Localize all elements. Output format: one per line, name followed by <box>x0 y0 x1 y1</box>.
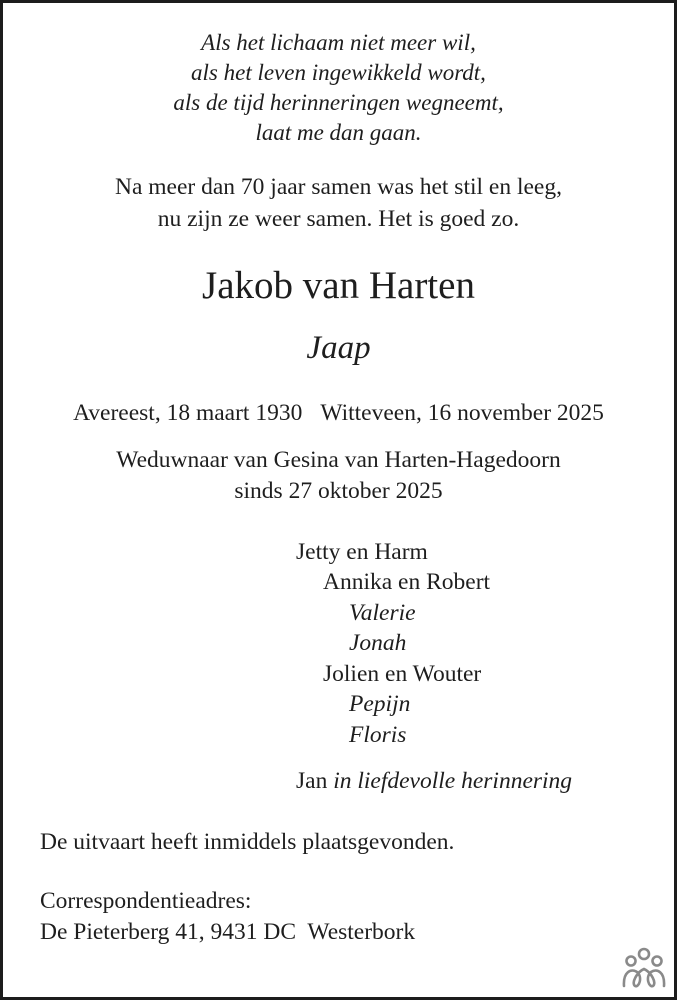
memorial-line <box>296 766 572 796</box>
intro-line: Na meer dan 70 jaar samen was het stil en leeg, <box>115 174 562 200</box>
family-member: Jetty en Harm <box>296 539 428 565</box>
widower-line: sinds 27 oktober 2025 <box>234 478 443 504</box>
poem-line: als het leven ingewikkeld wordt, <box>191 60 486 85</box>
widower-line: Weduwnaar van Gesina van Harten-Hagedoorn <box>116 447 561 473</box>
birth-date: Avereest, 18 maart 1930 <box>73 400 303 426</box>
family-people-icon <box>619 946 669 990</box>
grandchild: Floris <box>349 722 407 748</box>
correspondence-address: De Pieterberg 41, 9431 DC Westerbork <box>40 919 416 945</box>
family-member: Jolien en Wouter <box>323 661 482 687</box>
poem <box>3 28 674 148</box>
grandchild: Valerie <box>349 600 416 626</box>
funeral-note: De uitvaart heeft inmiddels plaatsgevonden. <box>40 829 455 855</box>
memorial-name: Jan <box>296 768 328 794</box>
deceased-nickname: Jaap <box>306 330 371 366</box>
life-dates <box>3 398 674 428</box>
correspondence <box>40 886 415 948</box>
poem-line: laat me dan gaan. <box>255 120 422 145</box>
death-date: Witteveen, 16 november 2025 <box>320 400 604 426</box>
widower-text <box>3 445 674 507</box>
family-member: Annika en Robert <box>323 569 491 595</box>
poem-line: Als het lichaam niet meer wil, <box>201 30 476 55</box>
grandchild: Jonah <box>349 630 407 656</box>
intro-line: nu zijn ze weer samen. Het is goed zo. <box>157 206 520 232</box>
correspondence-label: Correspondentieadres: <box>40 888 252 914</box>
intro-text <box>3 171 674 235</box>
poem-line: als de tijd herinneringen wegneemt, <box>173 90 504 115</box>
deceased-name: Jakob van Harten <box>202 264 475 307</box>
memorial-note: in liefdevolle herinnering <box>333 768 573 794</box>
grandchild: Pepijn <box>349 691 411 717</box>
